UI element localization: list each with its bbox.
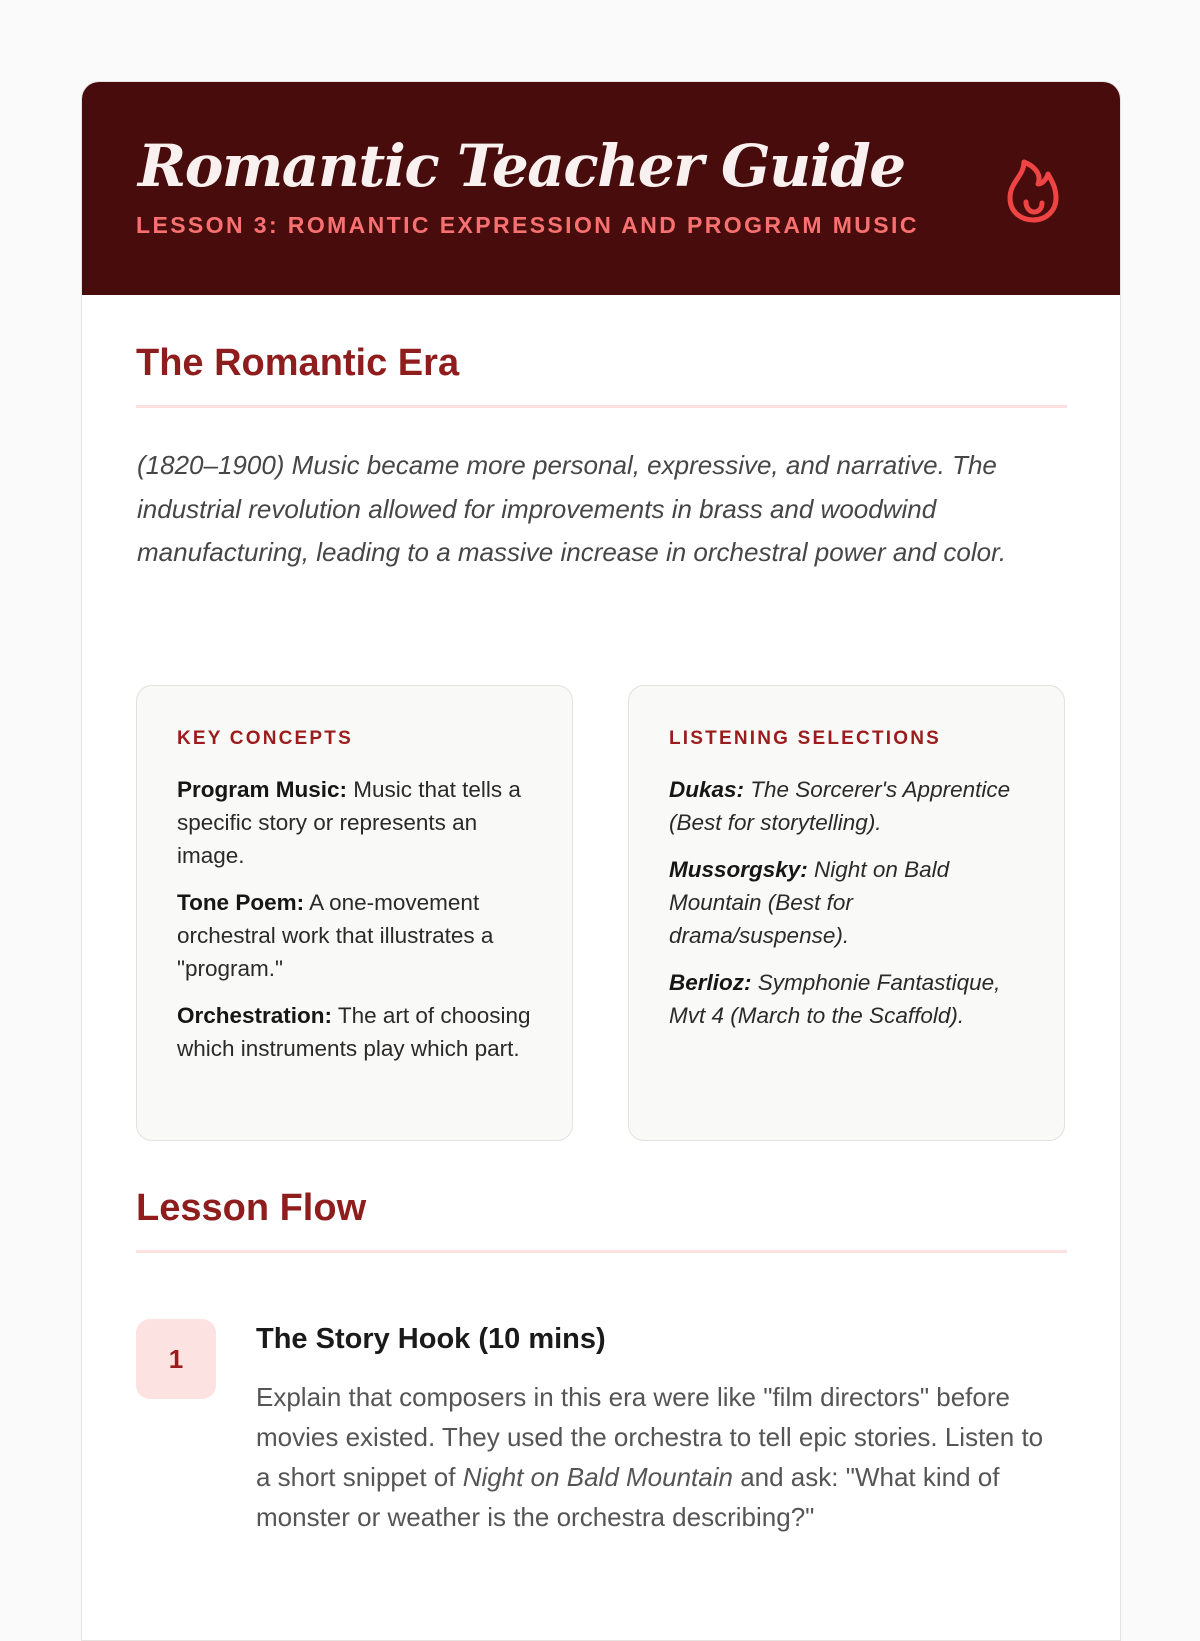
list-item: Program Music: Music that tells a specific story or represents an image. bbox=[177, 777, 521, 868]
key-concepts-list bbox=[177, 773, 537, 1079]
teacher-guide-page bbox=[81, 81, 1121, 1641]
page-title: Romantic Teacher Guide bbox=[138, 132, 905, 200]
list-item: Berlioz: Symphonie Fantastique, Mvt 4 (March to the Scaffold). bbox=[669, 970, 1001, 1028]
era-description: (1820–1900) Music became more personal, expressive, and narrative. The industrial revolution allowed for improvements in brass and woodwind manufacturing, leading to a massive increase in orchestral power and color. bbox=[137, 450, 1007, 567]
section-divider bbox=[136, 1250, 1067, 1253]
step-title: The Story Hook (10 mins) bbox=[256, 1323, 606, 1355]
list-item: Orchestration: The art of choosing which instruments play which part. bbox=[177, 1003, 531, 1061]
step-description: Explain that composers in this era were like "film directors" before movies existed. They used the orchestra to tell epic stories. Listen to a short snippet of Night on Bald Mountain and ask: "What kind of monster or weather is the orchestra describing?" bbox=[256, 1382, 1044, 1532]
romantic-era-heading: The Romantic Era bbox=[136, 342, 460, 384]
listening-selections-heading: LISTENING SELECTIONS bbox=[669, 728, 942, 749]
listening-selections-card bbox=[628, 685, 1065, 1141]
list-item: Mussorgsky: Night on Bald Mountain (Best for drama/suspense). bbox=[669, 857, 950, 948]
lesson-flow-heading: Lesson Flow bbox=[136, 1187, 367, 1229]
listening-selections-list bbox=[669, 773, 1029, 1046]
work-title: Night on Bald Mountain bbox=[462, 1462, 733, 1492]
list-item: Tone Poem: A one-movement orchestral work that illustrates a "program." bbox=[177, 890, 494, 981]
key-concepts-heading: KEY CONCEPTS bbox=[177, 728, 353, 749]
step-number-badge: 1 bbox=[136, 1319, 216, 1399]
lesson-subtitle: LESSON 3: ROMANTIC EXPRESSION AND PROGRAM MUSIC bbox=[136, 212, 919, 238]
list-item: Dukas: The Sorcerer's Apprentice (Best for storytelling). bbox=[669, 777, 1011, 835]
section-divider bbox=[136, 405, 1067, 408]
key-concepts-card bbox=[136, 685, 573, 1141]
guide-header bbox=[82, 82, 1120, 295]
flame-icon bbox=[1004, 156, 1062, 224]
